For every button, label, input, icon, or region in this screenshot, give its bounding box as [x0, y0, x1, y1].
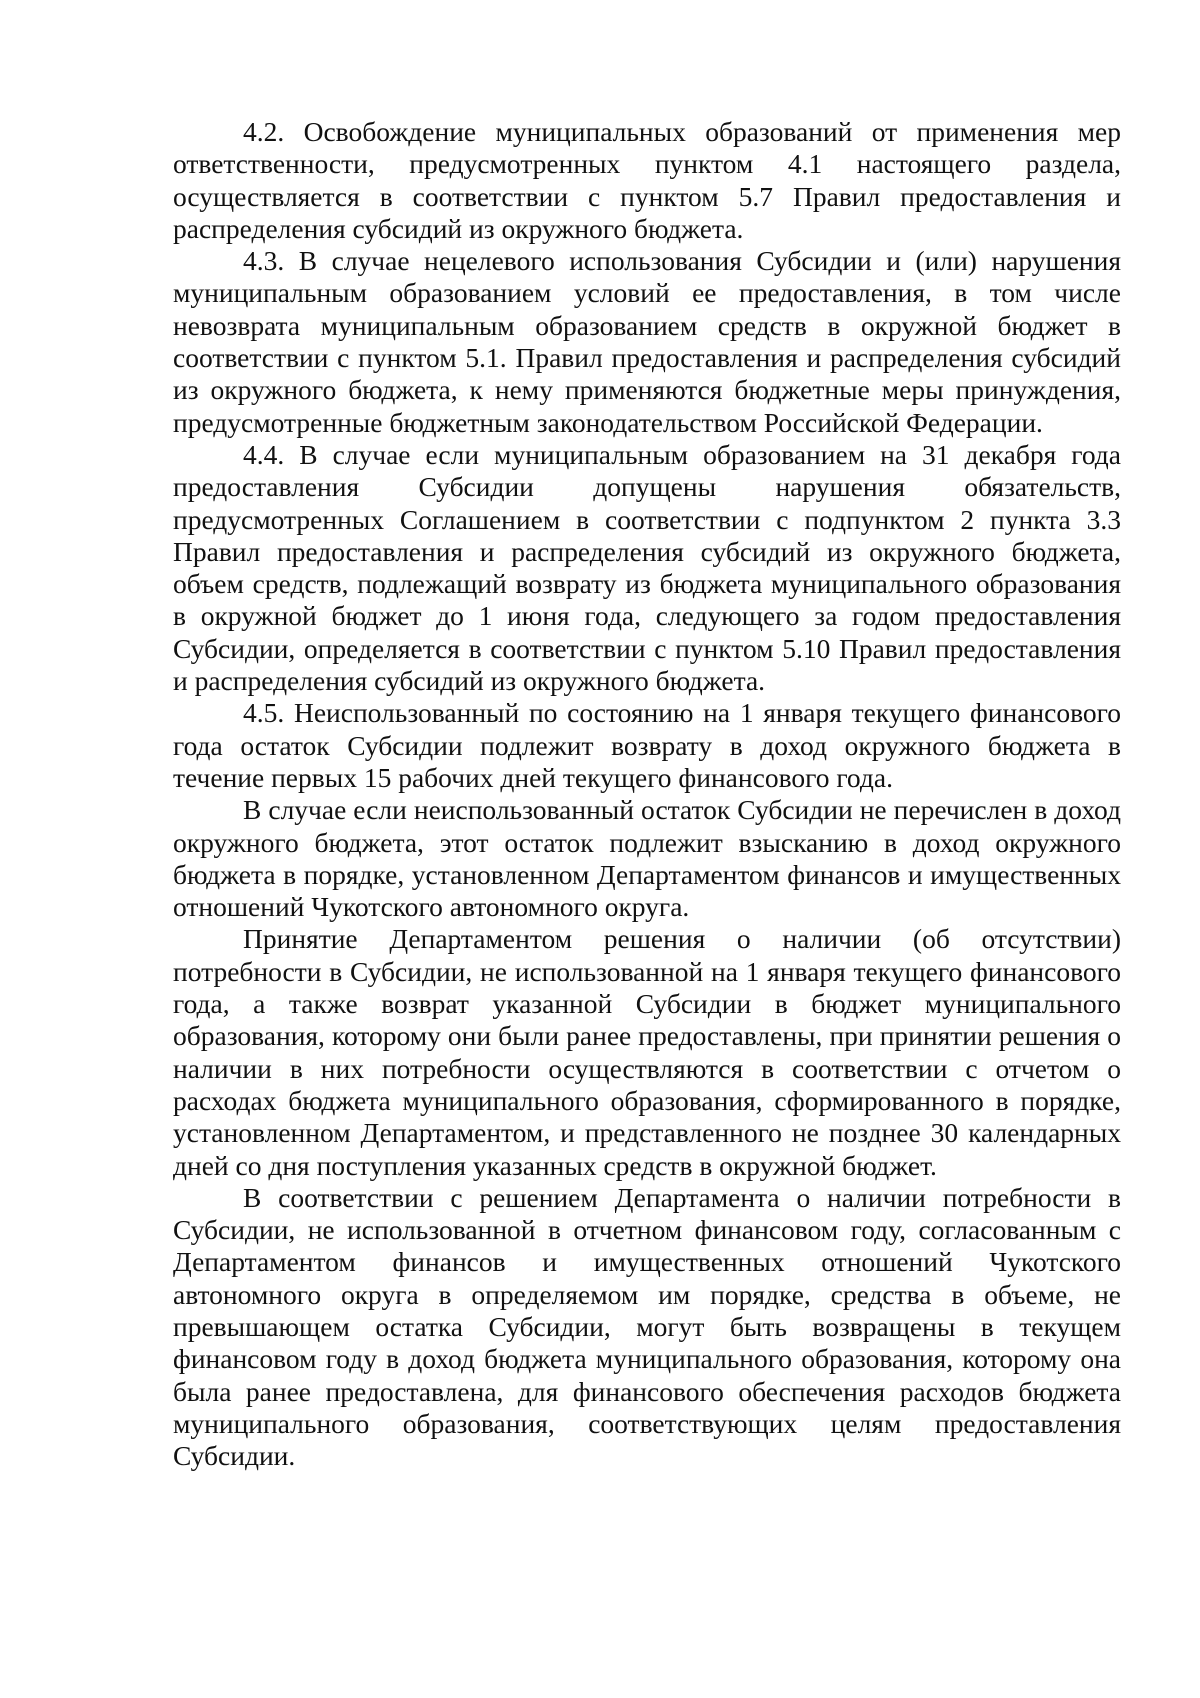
- paragraph-4-5: 4.5. Неиспользованный по состоянию на 1 января текущего финансового года остаток Субсидии подлежит возврату в доход окружного бюджета в течение первых 15 рабочих дней текущего финансового года.: [173, 697, 1121, 793]
- paragraph-unused-balance-recovery: В случае если неиспользованный остаток Субсидии не перечислен в доход окружного бюджета, этот остаток подлежит взысканию в доход окружного бюджета в порядке, установленном Департаментом финансов и имущественных отношений Чукотского автономного округа.: [173, 794, 1121, 923]
- paragraph-funds-return: В соответствии с решением Департамента о наличии потребности в Субсидии, не использованной в отчетном финансовом году, согласованным с Департаментом финансов и имущественных отношений Чукотского автономного округа в определяемом им порядке, средства в объеме, не превышающем остатка Субсидии, могут быть возвращены в текущем финансовом году в доход бюджета муниципального образования, которому она была ранее предоставлена, для финансового обеспечения расходов бюджета муниципального образования, соответствующих целям предоставления Субсидии.: [173, 1181, 1121, 1472]
- paragraph-4-3: 4.3. В случае нецелевого использования Субсидии и (или) нарушения муниципальным образованием условий ее предоставления, в том числе невозврата муниципальным образованием средств в окружной бюджет в соответствии с пунктом 5.1. Правил предоставления и распределения субсидий из окружного бюджета, к нему применяются бюджетные меры принуждения, предусмотренные бюджетным законодательством Российской Федерации.: [173, 245, 1121, 438]
- paragraph-department-decision: Принятие Департаментом решения о наличии (об отсутствии) потребности в Субсидии, не использованной на 1 января текущего финансового года, а также возврат указанной Субсидии в бюджет муниципального образования, которому они были ранее предоставлены, при принятии решения о наличии в них потребности осуществляются в соответствии с отчетом о расходах бюджета муниципального образования, сформированного в порядке, установленном Департаментом, и представленного не позднее 30 календарных дней со дня поступления указанных средств в окружной бюджет.: [173, 923, 1121, 1181]
- paragraph-4-2: 4.2. Освобождение муниципальных образований от применения мер ответственности, предусмотренных пунктом 4.1 настоящего раздела, осуществляется в соответствии с пунктом 5.7 Правил предоставления и распределения субсидий из окружного бюджета.: [173, 116, 1121, 244]
- document-body: [173, 116, 1121, 1472]
- paragraph-4-4: 4.4. В случае если муниципальным образованием на 31 декабря года предоставления Субсидии допущены нарушения обязательств, предусмотренных Соглашением в соответствии с подпунктом 2 пункта 3.3 Правил предоставления и распределения субсидий из окружного бюджета, объем средств, подлежащий возврату из бюджета муниципального образования в окружной бюджет до 1 июня года, следующего за годом предоставления Субсидии, определяется в соответствии с пунктом 5.10 Правил предоставления и распределения субсидий из окружного бюджета.: [173, 438, 1121, 697]
